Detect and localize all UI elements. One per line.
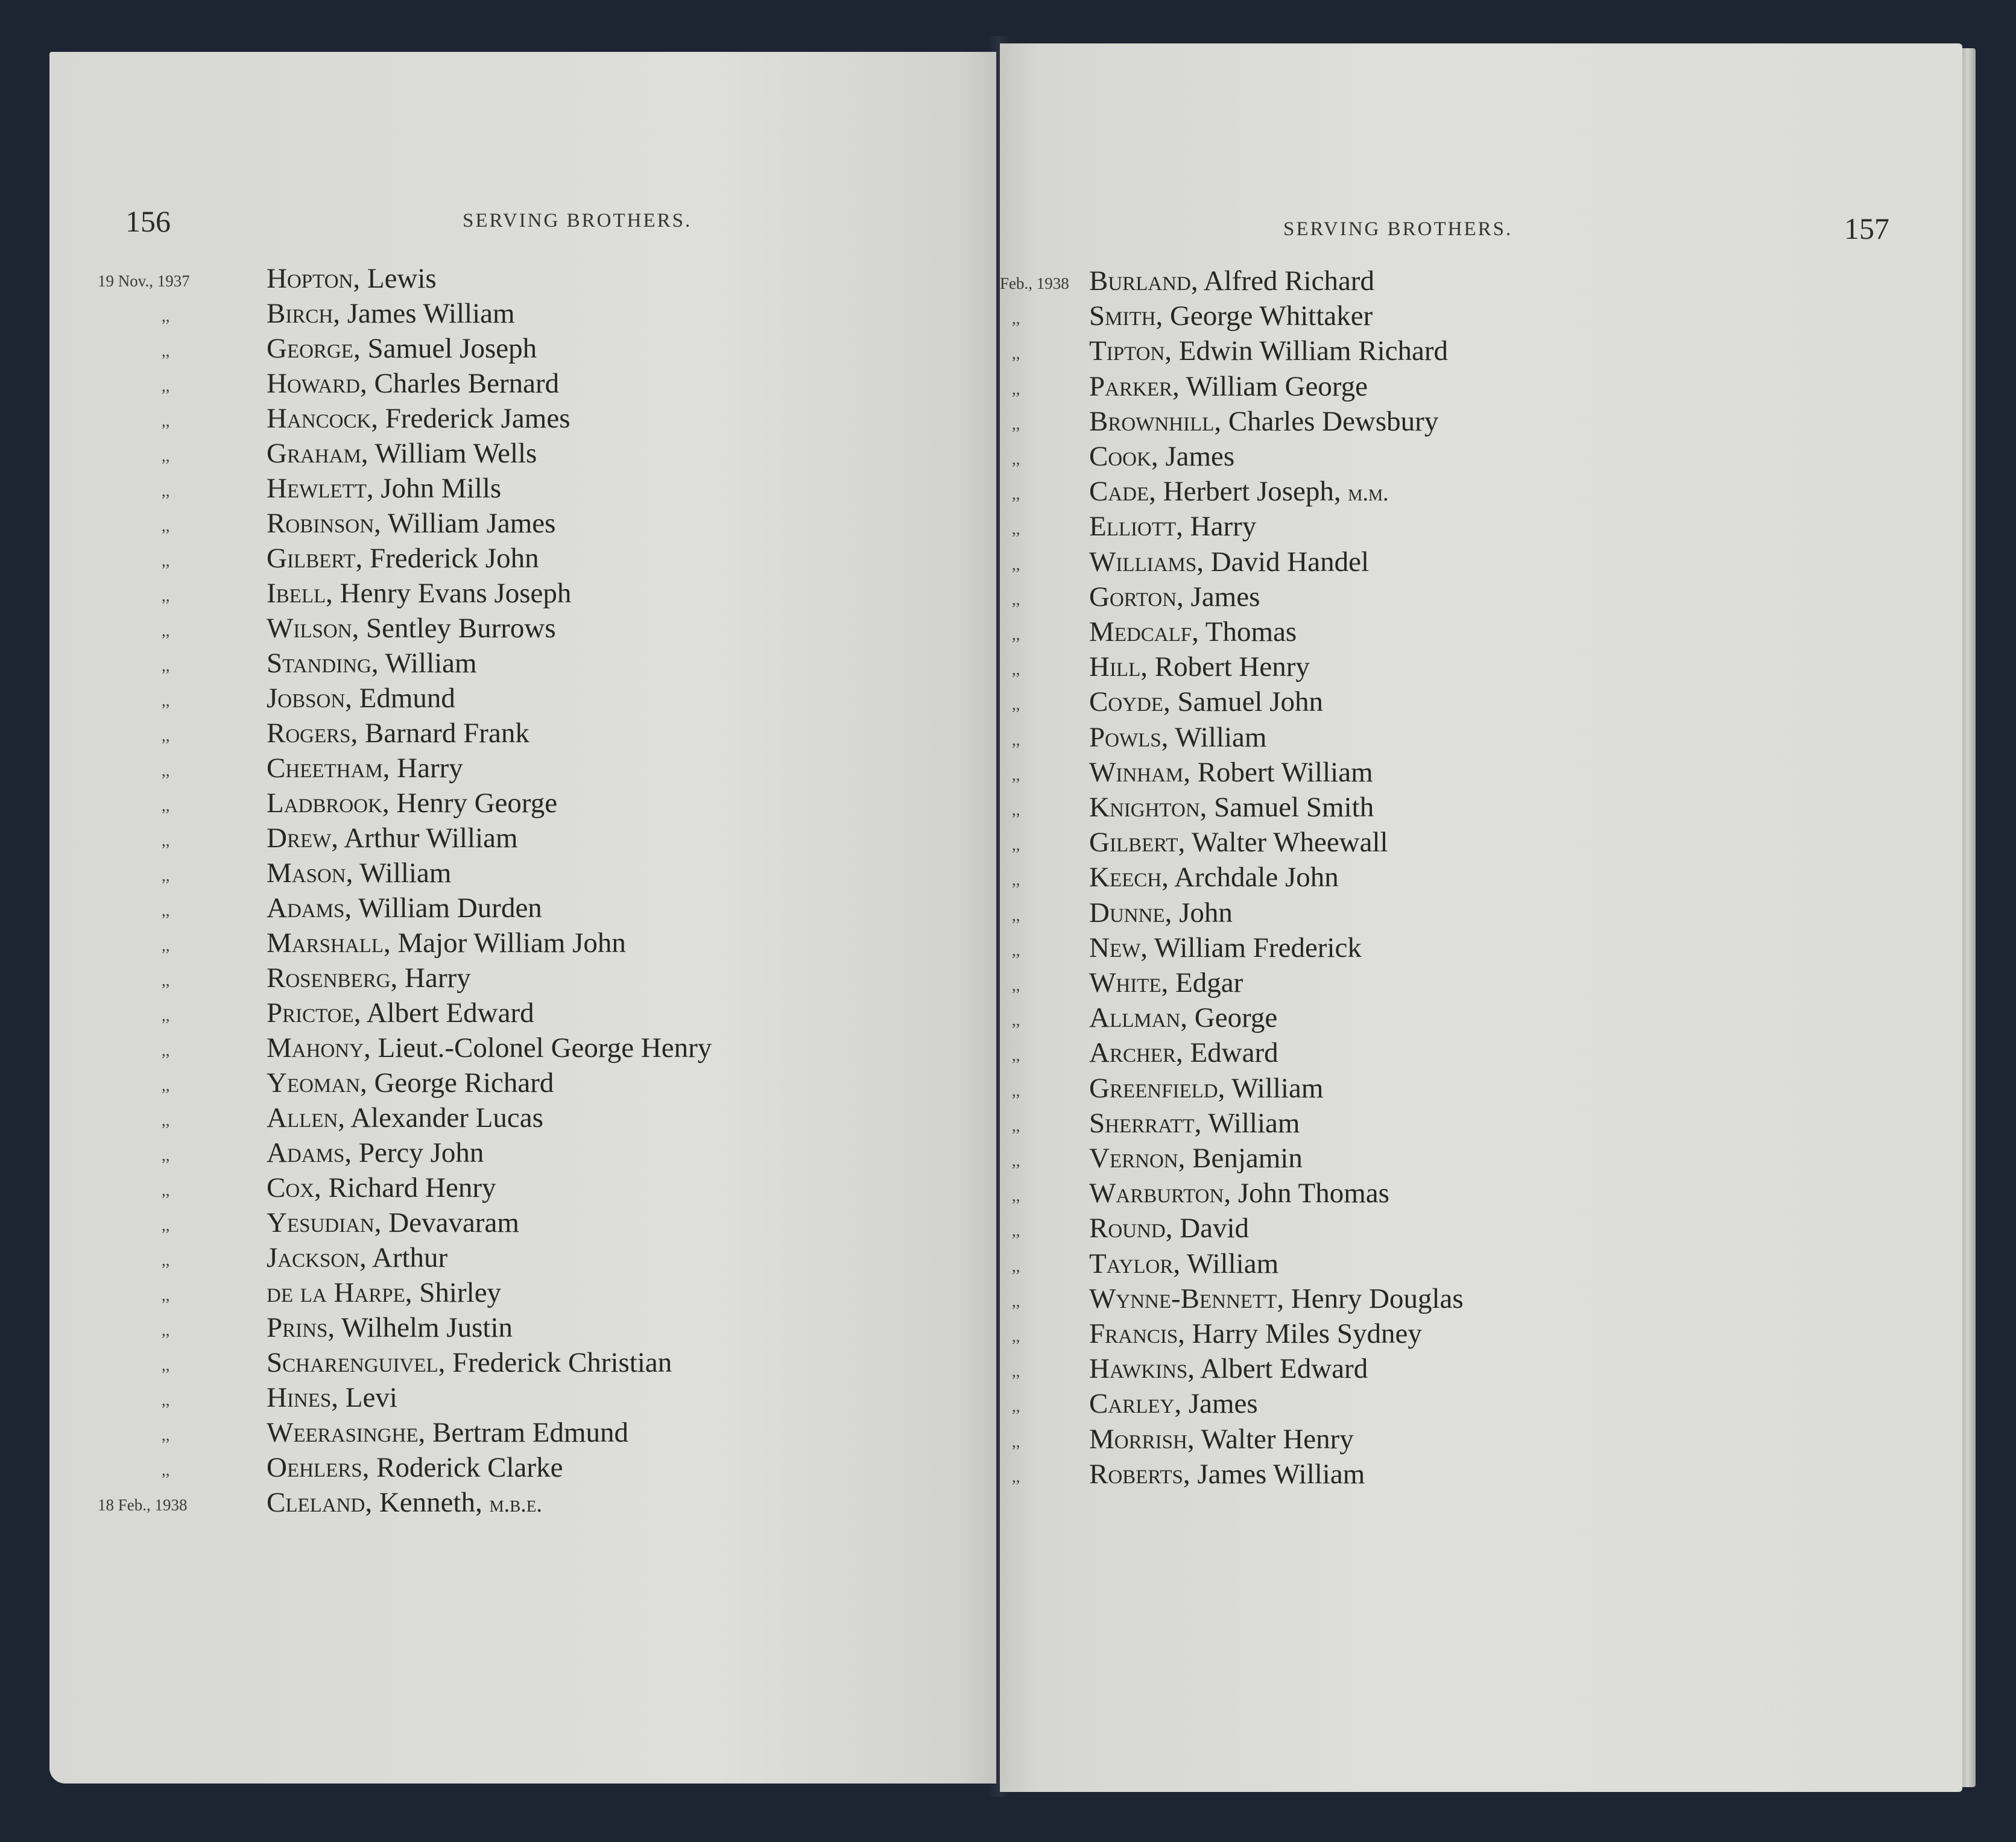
entry-date: ,, xyxy=(1012,1081,1020,1100)
entry-surname: Jackson xyxy=(267,1242,359,1273)
entry-honours: m.m. xyxy=(1348,481,1389,506)
entry-surname: Yesudian xyxy=(267,1207,374,1238)
entry-surname: Wynne-Bennett xyxy=(1089,1282,1277,1314)
entry-name: George, Samuel Joseph xyxy=(267,333,537,364)
entry-date: ,, xyxy=(1012,1362,1020,1381)
entry-date: ,, xyxy=(1012,1432,1020,1451)
entry-surname: Mahony xyxy=(267,1032,364,1064)
entry-surname: Gilbert xyxy=(267,543,356,574)
entry-name: Rogers, Barnard Frank xyxy=(267,718,529,749)
entry-date: ,, xyxy=(1012,976,1020,994)
entry-name: Morrish, Walter Henry xyxy=(1089,1423,1354,1455)
entry-date: ,, xyxy=(162,1111,170,1129)
entry-surname: Ibell xyxy=(267,578,326,609)
entry-surname: Burland xyxy=(1089,265,1191,297)
entry-given-names: Edwin William Richard xyxy=(1178,335,1449,367)
entry-date: ,, xyxy=(162,796,170,815)
entry-surname: Elliott xyxy=(1089,511,1177,543)
entry-date: ,, xyxy=(162,622,170,640)
entry-given-names: Richard Henry xyxy=(328,1172,496,1203)
entry-surname: Hopton xyxy=(267,263,353,294)
entry-date: ,, xyxy=(162,552,170,570)
entry-name: Oehlers, Roderick Clarke xyxy=(267,1452,563,1483)
entry-name: de la Harpe, Shirley xyxy=(267,1277,502,1308)
entry-date: ,, xyxy=(1012,801,1020,819)
entry-given-names: George xyxy=(1194,1002,1278,1034)
entry-name: Allen, Alexander Lucas xyxy=(267,1102,543,1134)
entry-date: ,, xyxy=(162,1216,170,1234)
entry-surname: Roberts xyxy=(1089,1458,1183,1490)
entry-name: Roberts, James William xyxy=(1089,1458,1365,1490)
entry-given-names: Roderick Clarke xyxy=(376,1452,563,1483)
entry-surname: Francis xyxy=(1089,1318,1178,1349)
entry-given-names: Herbert Joseph xyxy=(1163,476,1334,508)
entry-date: ,, xyxy=(162,936,170,954)
entry-name: Powls, William xyxy=(1089,721,1267,753)
entry-given-names: Harry xyxy=(1190,511,1257,543)
entry-name: Round, David xyxy=(1089,1213,1250,1244)
entry-surname: Brownhill xyxy=(1089,405,1215,437)
entry-given-names: James xyxy=(1165,441,1235,472)
entry-surname: Taylor xyxy=(1089,1247,1174,1279)
right-page xyxy=(1000,43,1962,1792)
entry-name: Hawkins, Albert Edward xyxy=(1089,1353,1368,1385)
entry-name: Robinson, William James xyxy=(267,508,556,539)
entry-name: White, Edgar xyxy=(1089,967,1243,998)
entry-date: ,, xyxy=(162,866,170,885)
entry-date: ,, xyxy=(162,1391,170,1409)
entry-name: Tipton, Edwin William Richard xyxy=(1089,335,1449,367)
entry-name: Francis, Harry Miles Sydney xyxy=(1089,1318,1422,1349)
entry-date: ,, xyxy=(162,831,170,850)
entry-date: ,, xyxy=(1012,1257,1020,1275)
entry-name: Wilson, Sentley Burrows xyxy=(267,613,556,644)
entry-name: Rosenberg, Harry xyxy=(267,962,471,994)
entry-surname: Hancock xyxy=(267,403,371,434)
entry-given-names: Henry Evans Joseph xyxy=(340,578,572,609)
entry-surname: Jobson xyxy=(267,683,346,714)
entry-given-names: William Wells xyxy=(374,438,537,469)
entry-given-names: Lieut.-Colonel George Henry xyxy=(378,1032,712,1064)
entry-surname: Round xyxy=(1089,1213,1166,1244)
entry-surname: Coyde xyxy=(1089,686,1164,718)
entry-given-names: Charles Bernard xyxy=(374,368,560,399)
right-page-number: 157 xyxy=(1844,212,1889,245)
entry-name: Hopton, Lewis xyxy=(267,263,437,294)
entry-date: ,, xyxy=(1012,1222,1020,1240)
entry-surname: Cleland xyxy=(267,1487,365,1518)
entry-given-names: Frederick Christian xyxy=(452,1347,672,1378)
entry-given-names: Albert Edward xyxy=(366,997,534,1029)
entry-surname: Weerasinghe xyxy=(267,1417,419,1448)
entry-given-names: David xyxy=(1180,1213,1250,1244)
entry-name: Birch, James William xyxy=(267,298,515,329)
entry-date: ,, xyxy=(1012,344,1020,363)
entry-date: ,, xyxy=(1012,660,1020,679)
entry-given-names: Edward xyxy=(1190,1037,1278,1069)
entry-name: Burland, Alfred Richard xyxy=(1089,265,1374,297)
entry-given-names: Harry Miles Sydney xyxy=(1192,1318,1422,1349)
entry-name: Adams, William Durden xyxy=(267,892,542,924)
entry-surname: Scharenguivel xyxy=(267,1347,438,1378)
entry-surname: Howard xyxy=(267,368,360,399)
entry-date: ,, xyxy=(1012,836,1020,854)
entry-surname: Allman xyxy=(1089,1002,1181,1034)
entry-date: ,, xyxy=(1012,1327,1020,1345)
entry-date: ,, xyxy=(1012,1467,1020,1486)
entry-surname: Greenfield xyxy=(1089,1072,1218,1104)
entry-surname: Drew xyxy=(267,822,332,854)
entry-surname: Prictoe xyxy=(267,997,354,1029)
entry-given-names: Charles Dewsbury xyxy=(1228,405,1439,437)
entry-date: ,, xyxy=(1012,1152,1020,1170)
entry-name: Hill, Robert Henry xyxy=(1089,651,1310,683)
entry-name: Winham, Robert William xyxy=(1089,756,1373,788)
entry-given-names: William xyxy=(359,857,452,889)
entry-name: Cleland, Kenneth, m.b.e. xyxy=(267,1487,542,1518)
entry-given-names: Robert William xyxy=(1197,756,1373,788)
entry-given-names: Robert Henry xyxy=(1154,651,1310,683)
entry-surname: Mason xyxy=(267,857,346,889)
entry-name: Archer, Edward xyxy=(1089,1037,1278,1069)
page-edge xyxy=(1962,48,1976,1787)
entry-surname: Parker xyxy=(1089,370,1172,402)
entry-surname: Powls xyxy=(1089,721,1161,753)
entry-given-names: Samuel Smith xyxy=(1214,792,1374,823)
entry-name: Wynne-Bennett, Henry Douglas xyxy=(1089,1282,1464,1314)
entry-surname: Prins xyxy=(267,1312,328,1343)
entry-name: Cade, Herbert Joseph, m.m. xyxy=(1089,476,1389,508)
entry-date: ,, xyxy=(162,1286,170,1304)
entry-name: Hancock, Frederick James xyxy=(267,403,570,434)
entry-surname: Yeoman xyxy=(267,1067,360,1099)
entry-surname: Graham xyxy=(267,438,361,469)
entry-surname: de la Harpe xyxy=(267,1277,405,1308)
entry-name: Ladbrook, Henry George xyxy=(267,787,558,819)
entry-date: ,, xyxy=(1012,379,1020,398)
entry-given-names: William George xyxy=(1186,370,1368,402)
entry-given-names: William James xyxy=(387,508,556,539)
entry-surname: Rogers xyxy=(267,718,351,749)
entry-surname: Marshall xyxy=(267,927,384,959)
entry-surname: Robinson xyxy=(267,508,374,539)
entry-surname: Morrish xyxy=(1089,1423,1187,1455)
entry-surname: Oehlers xyxy=(267,1452,362,1483)
entry-given-names: William Durden xyxy=(358,892,542,924)
entry-date: ,, xyxy=(162,657,170,675)
entry-date: ,, xyxy=(1012,1046,1020,1065)
entry-surname: Sherratt xyxy=(1089,1107,1195,1139)
right-running-head: SERVING BROTHERS. xyxy=(1283,218,1513,240)
entry-honours: m.b.e. xyxy=(489,1492,542,1517)
entry-given-names: Edmund xyxy=(359,683,455,714)
entry-date: ,, xyxy=(162,1076,170,1094)
entry-date: ,, xyxy=(162,1356,170,1374)
entry-surname: Carley xyxy=(1089,1388,1175,1420)
entry-given-names: Barnard Frank xyxy=(365,718,529,749)
entry-surname: Williams xyxy=(1089,546,1197,578)
entry-given-names: Samuel John xyxy=(1177,686,1324,718)
entry-given-names: Henry Douglas xyxy=(1291,1282,1464,1314)
entry-name: New, William Frederick xyxy=(1089,932,1362,964)
entry-surname: Gilbert xyxy=(1089,827,1178,859)
entry-name: Williams, David Handel xyxy=(1089,546,1370,578)
entry-date: ,, xyxy=(1012,1116,1020,1135)
entry-given-names: William xyxy=(1208,1107,1300,1139)
entry-given-names: Walter Wheewall xyxy=(1192,827,1388,859)
entry-date: ,, xyxy=(1012,520,1020,538)
entry-date: ,, xyxy=(162,342,170,360)
entry-given-names: Bertram Edmund xyxy=(432,1417,629,1448)
entry-given-names: Walter Henry xyxy=(1201,1423,1354,1455)
entry-surname: Dunne xyxy=(1089,897,1165,929)
entry-name: Cox, Richard Henry xyxy=(267,1172,496,1203)
entry-date: ,, xyxy=(1012,1011,1020,1030)
entry-surname: New xyxy=(1089,932,1141,964)
entry-name: Hines, Levi xyxy=(267,1382,397,1413)
entry-name: Mahony, Lieut.-Colonel George Henry xyxy=(267,1032,712,1064)
entry-date: ,, xyxy=(162,587,170,605)
entry-name: Adams, Percy John xyxy=(267,1137,484,1169)
entry-date: ,, xyxy=(1012,309,1020,328)
entry-surname: Cox xyxy=(267,1172,315,1203)
entry-name: Carley, James xyxy=(1089,1388,1258,1420)
entry-given-names: Kenneth xyxy=(379,1487,476,1518)
entry-given-names: Percy John xyxy=(358,1137,484,1169)
entry-given-names: Wilhelm Justin xyxy=(341,1312,513,1343)
left-page xyxy=(49,52,996,1784)
entry-name: Parker, William George xyxy=(1089,370,1368,402)
entry-name: Medcalf, Thomas xyxy=(1089,616,1297,648)
entry-name: Dunne, John xyxy=(1089,897,1233,929)
entry-given-names: William xyxy=(1175,721,1267,753)
entry-date: ,, xyxy=(1012,414,1020,433)
entry-surname: Wilson xyxy=(267,613,352,644)
entry-date: Feb., 1938 xyxy=(1000,274,1069,292)
entry-given-names: James William xyxy=(347,298,515,329)
entry-surname: Winham xyxy=(1089,756,1184,788)
entry-date: ,, xyxy=(162,517,170,535)
entry-date: ,, xyxy=(162,1006,170,1024)
entry-name: Cheetham, Harry xyxy=(267,752,463,784)
entry-date: ,, xyxy=(1012,765,1020,784)
entry-given-names: Henry George xyxy=(396,787,558,819)
entry-surname: Allen xyxy=(267,1102,338,1134)
entry-given-names: Lewis xyxy=(367,263,437,294)
entry-name: Marshall, Major William John xyxy=(267,927,626,959)
entry-name: Taylor, William xyxy=(1089,1247,1279,1279)
entry-date: ,, xyxy=(162,1461,170,1479)
entry-name: Yesudian, Devavaram xyxy=(267,1207,519,1238)
entry-date: ,, xyxy=(162,377,170,395)
entry-surname: Ladbrook xyxy=(267,787,382,819)
entry-surname: Hawkins xyxy=(1089,1353,1188,1385)
entry-date: ,, xyxy=(162,1146,170,1164)
entry-name: Allman, George xyxy=(1089,1002,1278,1034)
entry-surname: Hines xyxy=(267,1382,332,1413)
entry-given-names: Arthur xyxy=(371,1242,448,1273)
entry-date: ,, xyxy=(162,727,170,745)
entry-surname: Warburton xyxy=(1089,1178,1224,1210)
entry-given-names: Alexander Lucas xyxy=(350,1102,543,1134)
entry-surname: Gorton xyxy=(1089,581,1177,613)
entry-name: Prins, Wilhelm Justin xyxy=(267,1312,513,1343)
entry-given-names: Albert Edward xyxy=(1200,1353,1368,1385)
entry-date: ,, xyxy=(1012,1187,1020,1205)
entry-given-names: Shirley xyxy=(419,1277,502,1308)
entry-name: Howard, Charles Bernard xyxy=(267,368,560,399)
entry-surname: Rosenberg xyxy=(267,962,391,994)
entry-date: ,, xyxy=(1012,1292,1020,1310)
entry-date: ,, xyxy=(162,1321,170,1339)
entry-surname: Vernon xyxy=(1089,1143,1178,1174)
entry-name: Weerasinghe, Bertram Edmund xyxy=(267,1417,629,1448)
entry-date: ,, xyxy=(162,1181,170,1199)
entry-date: ,, xyxy=(162,692,170,710)
entry-date: ,, xyxy=(162,1426,170,1444)
entry-given-names: John Thomas xyxy=(1237,1178,1389,1210)
entry-date: ,, xyxy=(162,901,170,919)
entry-surname: Archer xyxy=(1089,1037,1176,1069)
entry-date: ,, xyxy=(1012,730,1020,749)
entry-given-names: James xyxy=(1190,581,1260,613)
entry-name: Yeoman, George Richard xyxy=(267,1067,554,1099)
entry-name: Graham, William Wells xyxy=(267,438,537,469)
entry-surname: White xyxy=(1089,967,1161,998)
entry-surname: Standing xyxy=(267,648,371,679)
entry-surname: Knighton xyxy=(1089,792,1200,823)
entry-surname: Birch xyxy=(267,298,333,329)
entry-surname: Adams xyxy=(267,1137,345,1169)
entry-given-names: James xyxy=(1188,1388,1258,1420)
entry-date: ,, xyxy=(1012,871,1020,889)
entry-date: ,, xyxy=(1012,590,1020,608)
entry-date: ,, xyxy=(1012,485,1020,503)
entry-date: ,, xyxy=(162,482,170,500)
entry-date: ,, xyxy=(1012,1397,1020,1416)
entry-given-names: Benjamin xyxy=(1192,1143,1303,1174)
entry-given-names: Harry xyxy=(397,752,463,784)
entry-name: Hewlett, John Mills xyxy=(267,473,502,504)
entry-name: Scharenguivel, Frederick Christian xyxy=(267,1347,672,1378)
entry-given-names: Harry xyxy=(405,962,471,994)
entry-name: Cook, James xyxy=(1089,441,1235,472)
entry-surname: Cook xyxy=(1089,441,1151,472)
entry-name: Gilbert, Frederick John xyxy=(267,543,539,574)
entry-name: Jobson, Edmund xyxy=(267,683,455,714)
entry-name: Sherratt, William xyxy=(1089,1107,1300,1139)
entry-name: Gorton, James xyxy=(1089,581,1260,613)
entry-surname: Adams xyxy=(267,892,345,924)
entry-given-names: Frederick James xyxy=(385,403,570,434)
entry-given-names: Arthur William xyxy=(344,822,518,854)
entry-given-names: Edgar xyxy=(1175,967,1243,998)
entry-name: Smith, George Whittaker xyxy=(1089,300,1373,332)
entry-date: ,, xyxy=(162,1251,170,1269)
entry-given-names: John xyxy=(1179,897,1233,929)
entry-name: Coyde, Samuel John xyxy=(1089,686,1324,718)
entry-name: Gilbert, Walter Wheewall xyxy=(1089,827,1388,859)
entry-given-names: Thomas xyxy=(1205,616,1297,648)
entry-given-names: Major William John xyxy=(397,927,626,959)
entry-given-names: William Frederick xyxy=(1154,932,1362,964)
entry-given-names: William xyxy=(385,648,477,679)
entry-surname: Hewlett xyxy=(267,473,367,504)
entry-date: ,, xyxy=(162,1041,170,1059)
entry-given-names: George Whittaker xyxy=(1169,300,1373,332)
entry-date: ,, xyxy=(162,762,170,780)
entry-name: Greenfield, William xyxy=(1089,1072,1324,1104)
left-page-number: 156 xyxy=(125,204,171,238)
entry-surname: Cheetham xyxy=(267,752,383,784)
entry-surname: Hill xyxy=(1089,651,1141,683)
entry-date: ,, xyxy=(1012,625,1020,643)
entry-name: Warburton, John Thomas xyxy=(1089,1178,1389,1210)
entry-date: ,, xyxy=(1012,695,1020,714)
entry-name: Mason, William xyxy=(267,857,452,889)
entry-given-names: Alfred Richard xyxy=(1203,265,1374,297)
entry-name: Standing, William xyxy=(267,648,477,679)
entry-given-names: Sentley Burrows xyxy=(366,613,556,644)
entry-date: ,, xyxy=(1012,555,1020,573)
entry-surname: George xyxy=(267,333,353,364)
entry-date: ,, xyxy=(1012,906,1020,924)
entry-given-names: William xyxy=(1231,1072,1324,1104)
entry-name: Prictoe, Albert Edward xyxy=(267,997,534,1029)
entry-date: ,, xyxy=(1012,450,1020,468)
entry-name: Knighton, Samuel Smith xyxy=(1089,792,1374,823)
entry-given-names: George Richard xyxy=(374,1067,554,1099)
entry-given-names: Frederick John xyxy=(369,543,539,574)
entry-given-names: Samuel Joseph xyxy=(367,333,537,364)
entry-name: Drew, Arthur William xyxy=(267,822,518,854)
entry-date: 19 Nov., 1937 xyxy=(98,272,190,290)
entry-given-names: Levi xyxy=(345,1382,397,1413)
left-running-head: SERVING BROTHERS. xyxy=(463,210,692,232)
entry-name: Jackson, Arthur xyxy=(267,1242,448,1273)
entry-date: ,, xyxy=(162,412,170,430)
entry-name: Vernon, Benjamin xyxy=(1089,1143,1303,1174)
entry-date: ,, xyxy=(162,307,170,325)
entry-given-names: John Mills xyxy=(381,473,502,504)
entry-surname: Smith xyxy=(1089,300,1156,332)
entry-name: Keech, Archdale John xyxy=(1089,862,1339,894)
entry-given-names: Devavaram xyxy=(388,1207,519,1238)
entry-surname: Keech xyxy=(1089,862,1162,894)
entry-date: 18 Feb., 1938 xyxy=(98,1496,188,1514)
entry-given-names: James William xyxy=(1197,1458,1365,1490)
entry-given-names: Archdale John xyxy=(1174,862,1339,894)
entry-date: ,, xyxy=(162,447,170,465)
entry-name: Brownhill, Charles Dewsbury xyxy=(1089,405,1439,437)
entry-date: ,, xyxy=(162,971,170,989)
entry-date: ,, xyxy=(1012,941,1020,959)
entry-surname: Medcalf xyxy=(1089,616,1192,648)
entry-name: Elliott, Harry xyxy=(1089,511,1257,543)
entry-given-names: William xyxy=(1187,1247,1279,1279)
entry-name: Ibell, Henry Evans Joseph xyxy=(267,578,572,609)
entry-surname: Tipton xyxy=(1089,335,1165,367)
entry-given-names: David Handel xyxy=(1210,546,1370,578)
entry-surname: Cade xyxy=(1089,476,1149,508)
